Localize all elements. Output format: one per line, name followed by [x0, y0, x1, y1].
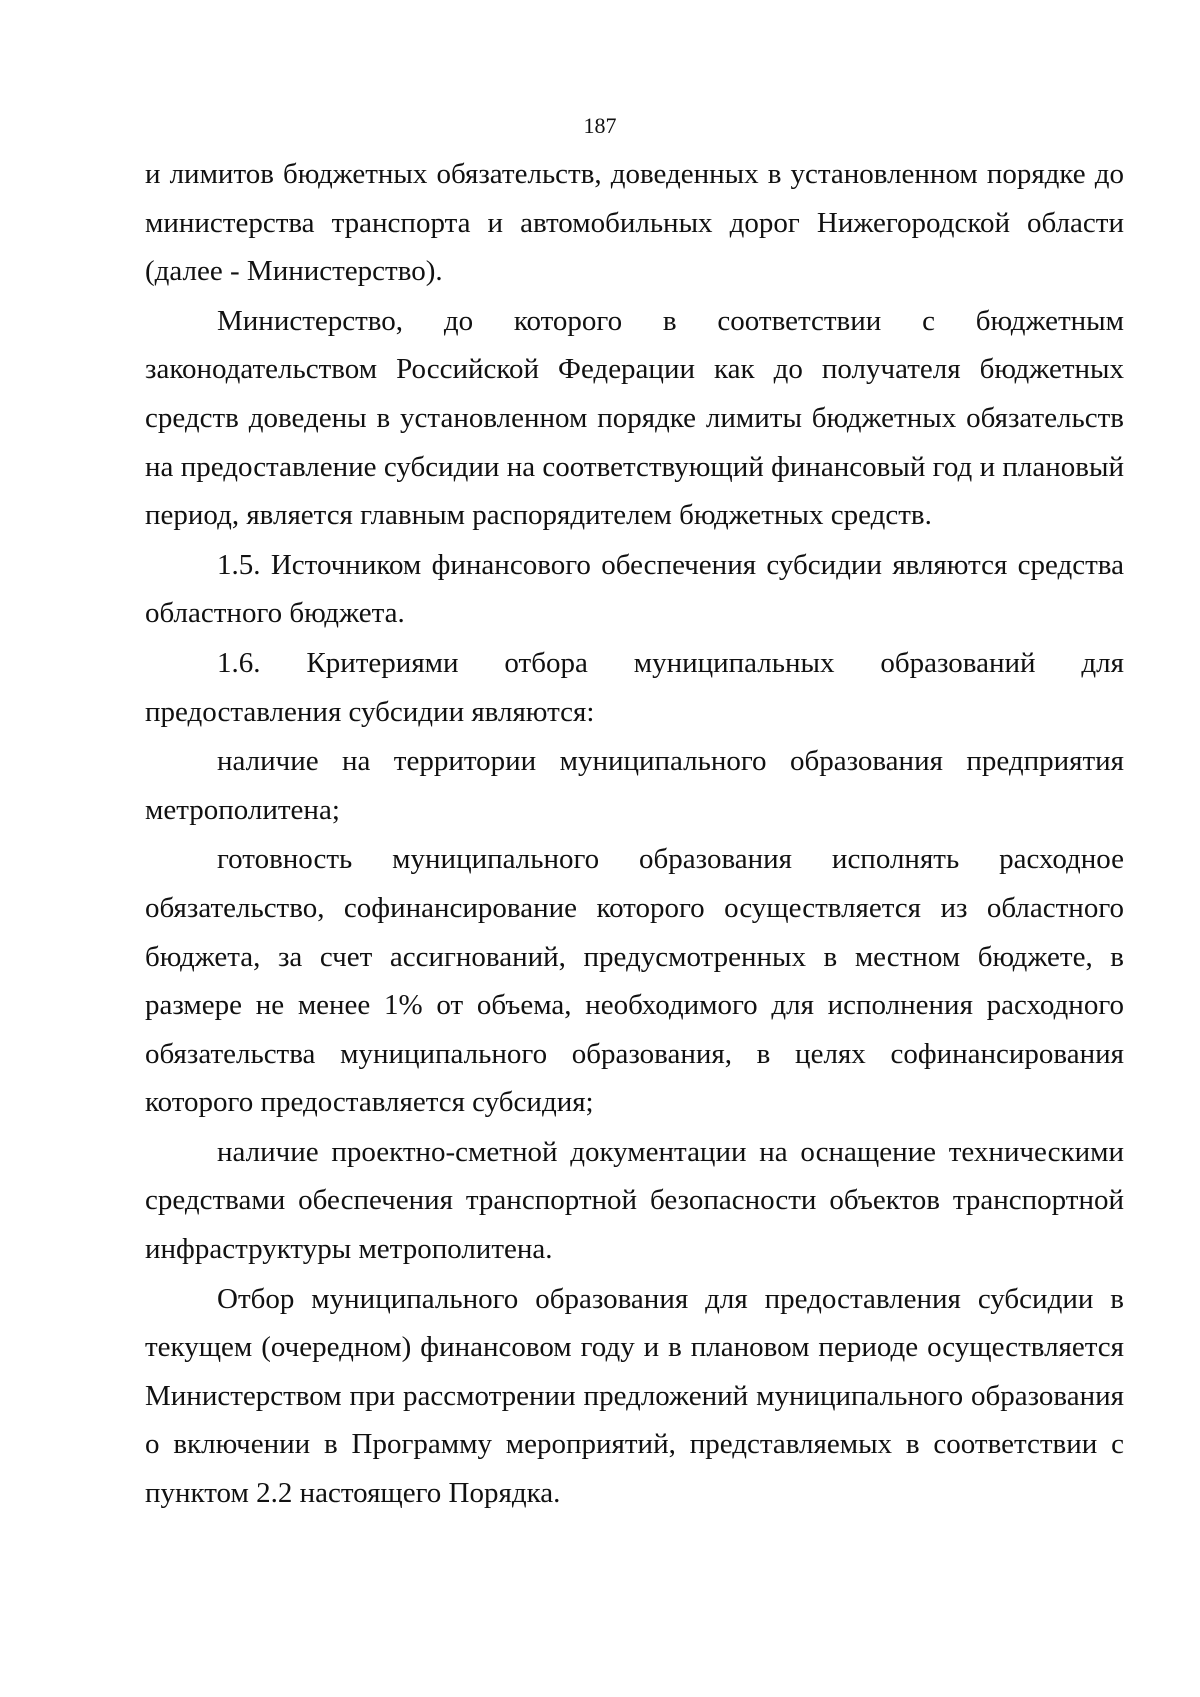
paragraph-1-5: 1.5. Источником финансового обеспечения субсидии являются средства областного бюджета. [145, 548, 1124, 630]
paragraph-selection: Отбор муниципального образования для предоставления субсидии в текущем (очередном) финансовом году и в плановом периоде осуществляется Министерством при рассмотрении предложений муниципального образования о включении в Программу мероприятий, представляемых в соответствии с пунктом 2.2 настоящего Порядка. [145, 1282, 1124, 1510]
criterion-cofinancing: готовность муниципального образования исполнять расходное обязательство, софинансирование которого осуществляется из областного бюджета, за счет ассигнований, предусмотренных в местном бюджете, в размере не менее 1% от объема, необходимого для исполнения расходного обязательства муниципального образования, в целях софинансирования которого предоставляется субсидия; [145, 843, 1124, 1119]
paragraph-continuation: и лимитов бюджетных обязательств, доведенных в установленном порядке до министерства транспорта и автомобильных дорог Нижегородской области (далее - Министерство). [145, 158, 1124, 288]
document-body [145, 150, 1124, 1518]
criterion-metro-enterprise: наличие на территории муниципального образования предприятия метрополитена; [145, 745, 1124, 826]
page-number: 187 [583, 113, 617, 138]
criterion-design-documentation: наличие проектно-сметной документации на оснащение техническими средствами обеспечения транспортной безопасности объектов транспортной инфраструктуры метрополитена. [145, 1135, 1124, 1266]
paragraph-ministry: Министерство, до которого в соответствии с бюджетным законодательством Российской Федерации как до получателя бюджетных средств доведены в установленном порядке лимиты бюджетных обязательств на предоставление субсидии на соответствующий финансовый год и плановый период, является главным распорядителем бюджетных средств. [145, 304, 1124, 532]
paragraph-1-6: 1.6. Критериями отбора муниципальных образований для предоставления субсидии являются: [145, 646, 1124, 728]
